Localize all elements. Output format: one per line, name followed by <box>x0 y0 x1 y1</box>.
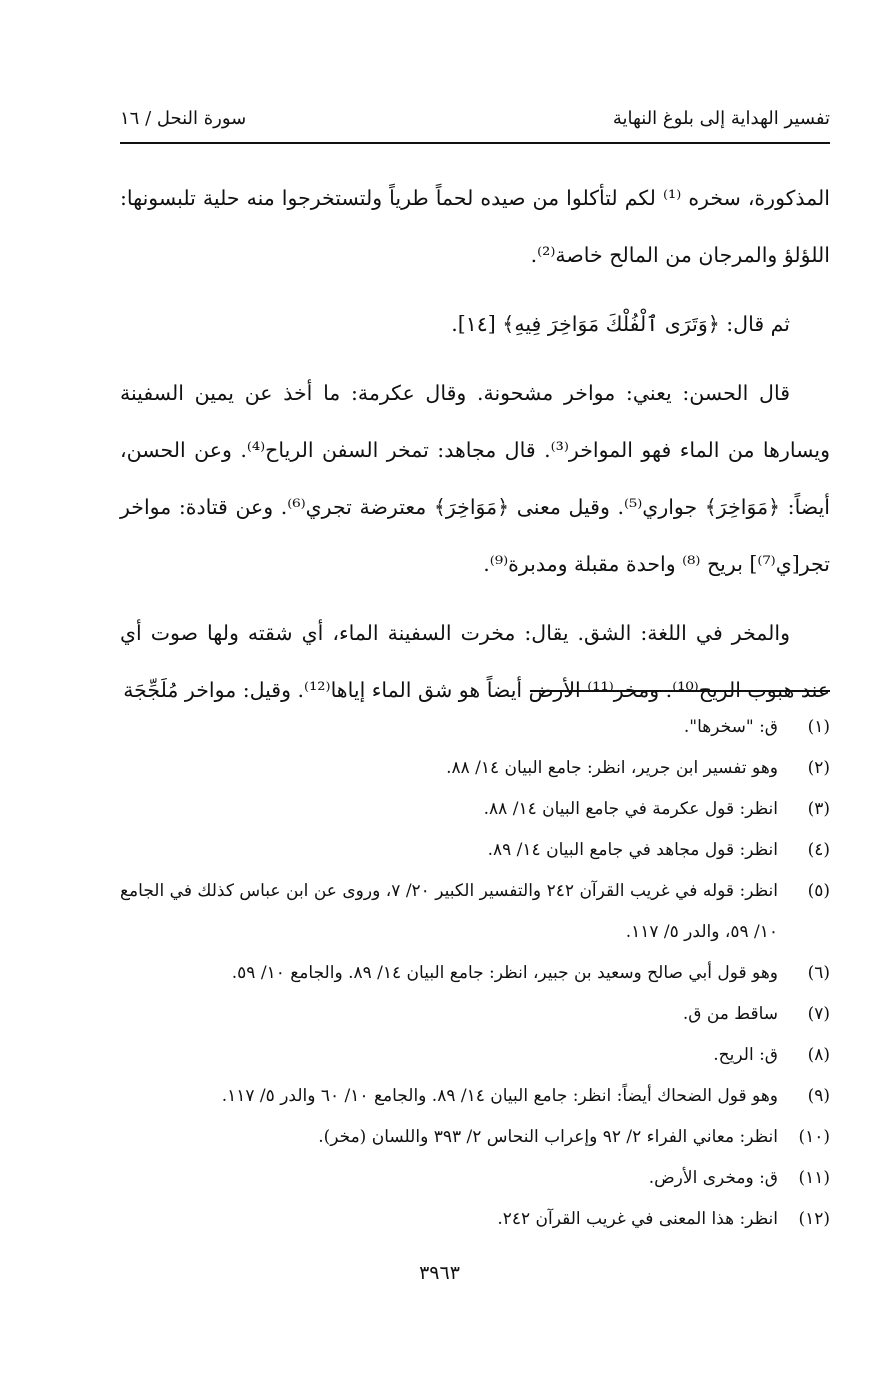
page-number: ٣٩٦٣ <box>419 1262 460 1284</box>
footnote-number: (٣) <box>807 799 830 819</box>
main-text <box>120 170 830 719</box>
footnote-1 <box>120 707 830 748</box>
footnote-number: (٩) <box>807 1086 830 1106</box>
footnote-text: انظر: قول مجاهد في جامع البيان ١٤/ ٨٩. <box>487 840 778 860</box>
footnote-number: (٤) <box>807 840 830 860</box>
footnote-number: (٥) <box>807 881 830 901</box>
footnote-7 <box>120 994 830 1035</box>
paragraph-1: المذكورة، سخره ⁽¹⁾ لكم لتأكلوا من صيده لحماً طرياً ولتستخرجوا منه حلية تلبسونها: اللؤلؤ والمرجان من المالح خاصة⁽²⁾. <box>120 186 830 267</box>
footnote-8 <box>120 1035 830 1076</box>
footnote-number: (٢) <box>807 758 830 778</box>
footnote-2 <box>120 748 830 789</box>
footnotes <box>120 707 830 1240</box>
paragraph-2: ثم قال: ﴿وَتَرَى ٱلْفُلْكَ مَوَاخِرَ فِيهِ﴾ [١٤]. <box>451 312 790 336</box>
footnote-9 <box>120 1076 830 1117</box>
footnote-text: ق: "سخرها". <box>683 717 778 737</box>
footnote-number: (٦) <box>807 963 830 983</box>
footnote-number: (١) <box>807 717 830 737</box>
footnote-10 <box>120 1117 830 1158</box>
footnote-separator <box>530 690 830 692</box>
footnote-number: (١٠) <box>798 1127 830 1147</box>
footnote-text: ق: ومخرى الأرض. <box>648 1168 778 1188</box>
paragraph-4: والمخر في اللغة: الشق. يقال: مخرت السفينة الماء، أي شقته ولها صوت أي عند هبوب الريح⁽¹⁰⁾. ومخر⁽¹¹⁾ الأرض أيضاً هو شق الماء إياها⁽¹²⁾. وقيل: مواخر مُلَجِّجَة <box>120 621 830 702</box>
footnote-text: انظر: معاني الفراء ٢/ ٩٢ وإعراب النحاس ٢/ ٣٩٣ واللسان (مخر). <box>318 1127 778 1147</box>
footnote-text: وهو قول الضحاك أيضاً: انظر: جامع البيان ١٤/ ٨٩. والجامع ١٠/ ٦٠ والدر ٥/ ١١٧. <box>221 1086 778 1106</box>
footnote-text: ق: الريح. <box>713 1045 778 1065</box>
footnote-text: انظر: قول عكرمة في جامع البيان ١٤/ ٨٨. <box>483 799 778 819</box>
footnote-number: (١١) <box>798 1168 830 1188</box>
footnote-text: وهو قول أبي صالح وسعيد بن جبير، انظر: جامع البيان ١٤/ ٨٩. والجامع ١٠/ ٥٩. <box>231 963 778 983</box>
book-title: تفسير الهداية إلى بلوغ النهاية <box>612 108 830 129</box>
footnote-number: (٨) <box>807 1045 830 1065</box>
footnote-12 <box>120 1199 830 1240</box>
footnote-number: (٧) <box>807 1004 830 1024</box>
footnote-number: (١٢) <box>798 1209 830 1229</box>
footnote-text: وهو تفسير ابن جرير، انظر: جامع البيان ١٤/ ٨٨. <box>446 758 778 778</box>
footnote-5 <box>120 871 830 953</box>
footnote-3 <box>120 789 830 830</box>
paragraph-3: قال الحسن: يعني: مواخر مشحونة. وقال عكرمة: ما أخذ عن يمين السفينة ويسارها من الماء فهو المواخر⁽³⁾. قال مجاهد: تمخر السفن الرياح⁽⁴⁾. وعن الحسن، أيضاً: ﴿مَوَاخِرَ﴾ جواري⁽⁵⁾. وقيل معنى ﴿مَوَاخِرَ﴾ معترضة تجري⁽⁶⁾. وعن قتادة: مواخر تجر[ي⁽⁷⁾] بريح ⁽⁸⁾ واحدة مقبلة ومدبرة⁽⁹⁾. <box>120 381 830 576</box>
footnote-text: ساقط من ق. <box>682 1004 778 1024</box>
footnote-text: انظر: هذا المعنى في غريب القرآن ٢٤٢. <box>497 1209 778 1229</box>
running-header <box>120 102 830 144</box>
footnote-4 <box>120 830 830 871</box>
footnote-6 <box>120 953 830 994</box>
footnote-text: انظر: قوله في غريب القرآن ٢٤٢ والتفسير الكبير ٢٠/ ٧، وروى عن ابن عباس كذلك في الجامع ١٠/ ٥٩، والدر ٥/ ١١٧. <box>120 881 778 942</box>
surah-label: سورة النحل / ١٦ <box>120 108 247 129</box>
footnote-11 <box>120 1158 830 1199</box>
